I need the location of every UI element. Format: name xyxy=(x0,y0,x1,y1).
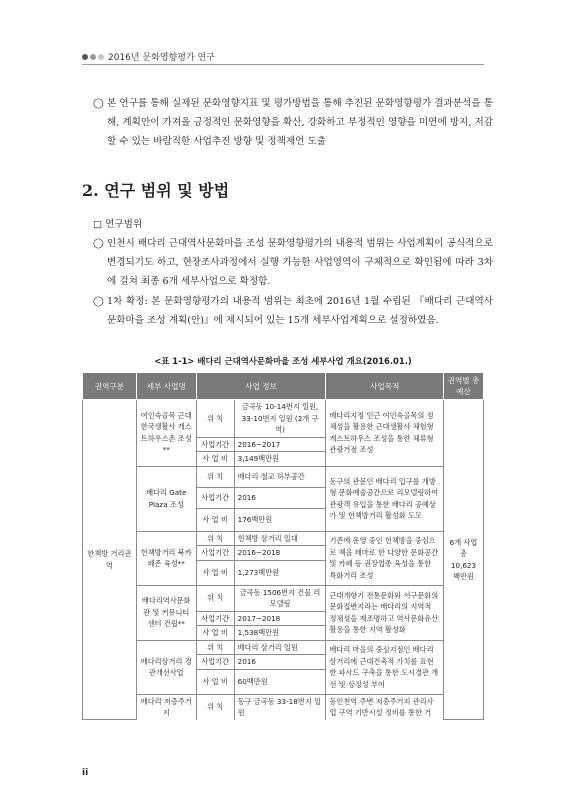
project-location: 헌책방 삼거리 일대 xyxy=(234,531,326,546)
table-row xyxy=(83,585,484,611)
project-cost: 60백만원 xyxy=(234,669,326,694)
project-name: 배다리 저층주거지 xyxy=(136,694,196,720)
project-period: 2016 xyxy=(234,655,326,670)
label-cost: 사 업 비 xyxy=(196,669,234,694)
table-row xyxy=(83,400,484,438)
scope-bullet-1 xyxy=(93,234,493,291)
header-dots-icon xyxy=(82,54,104,60)
table-header-row xyxy=(83,373,484,400)
header-budget: 권역별 총 예산 xyxy=(444,373,484,400)
running-header xyxy=(82,50,215,63)
label-period: 사업기간 xyxy=(196,546,234,561)
header-area: 권역구분 xyxy=(83,373,137,400)
label-location: 위 치 xyxy=(196,640,234,655)
project-location: 배다리 철교 하부공간 xyxy=(234,466,326,487)
project-purpose: 근대개항기 전통문화와 서구문화의 문화접변지라는 배다리의 지역적 정체성을 재조명하고 역사문화유산 활용을 통한 지역 활성화 xyxy=(326,585,444,640)
table-row xyxy=(83,694,484,720)
project-location: 금곡동 10-14번지 일원, 33-10번지 일원 (2개 구역) xyxy=(234,400,326,438)
project-purpose: 배다리 마을의 중심지점인 배다리 삼거리에 근대건축적 가치를 표현한 파사드 구축을 통한 도시경관 개선 및 상징성 부여 xyxy=(326,640,444,694)
subsection-title: □ 연구범위 xyxy=(93,219,143,230)
project-name: 배다리삼거리 경관개선사업 xyxy=(136,640,196,694)
project-cost: 176백만원 xyxy=(234,508,326,531)
project-period: 2016~2017 xyxy=(234,437,326,452)
label-period: 사업기간 xyxy=(196,437,234,452)
table-caption: <표 1-1> 배다리 근대역사문화마을 조성 세부사업 개요(2016.01.) xyxy=(154,356,412,366)
project-period: 2016~2018 xyxy=(234,546,326,561)
intro-bullet xyxy=(93,94,493,151)
label-cost: 사 업 비 xyxy=(196,560,234,585)
project-name: 배다리역사문화관 및 커뮤니티센터 건립** xyxy=(136,585,196,640)
label-location: 위 치 xyxy=(196,585,234,611)
project-location: 배다리 삼거리 일원 xyxy=(234,640,326,655)
label-location: 위 치 xyxy=(196,466,234,487)
label-cost: 사 업 비 xyxy=(196,508,234,531)
project-purpose: 기존에 운영 중인 헌책방을 중심으로 책을 테마로 한 다양한 문화공간 및 카페 등 권장업종 육성을 통한 특화거리 조성 xyxy=(326,531,444,585)
project-period: 2017~2018 xyxy=(234,611,326,626)
label-period: 사업기간 xyxy=(196,655,234,670)
project-location: 금곡동 1506번지 건물 리모델링 xyxy=(234,585,326,611)
project-purpose: 동구의 관문인 배다리 입구를 개방형 문화예술공간으로 리모델링하여 관광객 유입을 통한 배다리 공예상가 및 헌책방거리 활성화 도모 xyxy=(326,466,444,531)
project-purpose: 동인천역 주변 저층주거지 관리사업 구역 기반시설 정비를 통한 거 xyxy=(326,694,444,720)
budget-cell: 6개 사업 총 10,623 백만원 xyxy=(444,400,484,720)
header-title: 2016년 문화영향평가 연구 xyxy=(108,53,215,63)
header-rule xyxy=(82,64,484,65)
label-period: 사업기간 xyxy=(196,611,234,626)
scope-bullet-2-text: 1차 확정: 본 문화영향평가의 내용적 범위는 최초에 2016년 1월 수립된 『배다리 근대역사문화마을 조성 계획(안)』에 제시되어 있는 15개 세부사업계획으로 설정하였음. xyxy=(107,296,493,326)
label-location: 위 치 xyxy=(196,400,234,438)
project-name: 여인숙골목 근대한국생활사 게스트하우스촌 조성** xyxy=(136,400,196,467)
section-title: 2. 연구 범위 및 방법 xyxy=(82,181,230,200)
label-cost: 사 업 비 xyxy=(196,626,234,641)
project-purpose: 배다리지정 인근 여인숙골목의 정체성을 활용한 근대생활사 체험형 게스트하우스 조성을 통한 체류형 관광거점 조성 xyxy=(326,400,444,467)
label-location: 위 치 xyxy=(196,694,234,720)
table-row xyxy=(83,466,484,487)
label-location: 위 치 xyxy=(196,531,234,546)
header-info: 사업 정보 xyxy=(196,373,326,400)
table-row xyxy=(83,531,484,546)
scope-bullet-1-text: 인천시 배다리 근대역사문화마을 조성 문화영향평가의 내용적 범위는 사업계획이 공식적으로 변경되기도 하고, 현장조사과정에서 실행 가능한 사업영역이 구체적으로 확인됨에 따라 3차에 걸쳐 최종 6개 세부사업으로 확정함. xyxy=(107,238,493,287)
area-cell: 한책방 거리권역 xyxy=(83,400,137,720)
project-cost: 1,538백만원 xyxy=(234,626,326,641)
project-name: 헌책방거리 북카페존 육성** xyxy=(136,531,196,585)
project-table xyxy=(82,372,484,720)
header-project: 세부 사업명 xyxy=(136,373,196,400)
project-name: 배다리 Gate Plaza 조성 xyxy=(136,466,196,531)
circle-bullet-icon: ◯ xyxy=(93,98,104,109)
project-period: 2016 xyxy=(234,487,326,508)
circle-bullet-icon: ◯ xyxy=(93,238,104,249)
intro-bullet-text: 본 연구를 통해 실제된 문화영향지표 및 평가방법을 통해 추진된 문화영향평가 결과분석을 통해, 계획안이 가져올 긍정적인 문화영향을 확산, 강화하고 부정적인 영향을 미연에 방지, 저감할 수 있는 바람직한 사업추진 방향 및 정책제언 도출 xyxy=(107,98,493,147)
project-cost: 1,273백만원 xyxy=(234,560,326,585)
page-number: ii xyxy=(82,768,89,778)
scope-bullet-2 xyxy=(93,292,493,330)
circle-bullet-icon: ◯ xyxy=(93,296,104,307)
label-period: 사업기간 xyxy=(196,487,234,508)
project-location: 동구 금곡동 33-18번지 일원 xyxy=(234,694,326,720)
label-cost: 사 업 비 xyxy=(196,452,234,467)
project-cost: 3,149백만원 xyxy=(234,452,326,467)
table-row xyxy=(83,640,484,655)
header-purpose: 사업목적 xyxy=(326,373,444,400)
